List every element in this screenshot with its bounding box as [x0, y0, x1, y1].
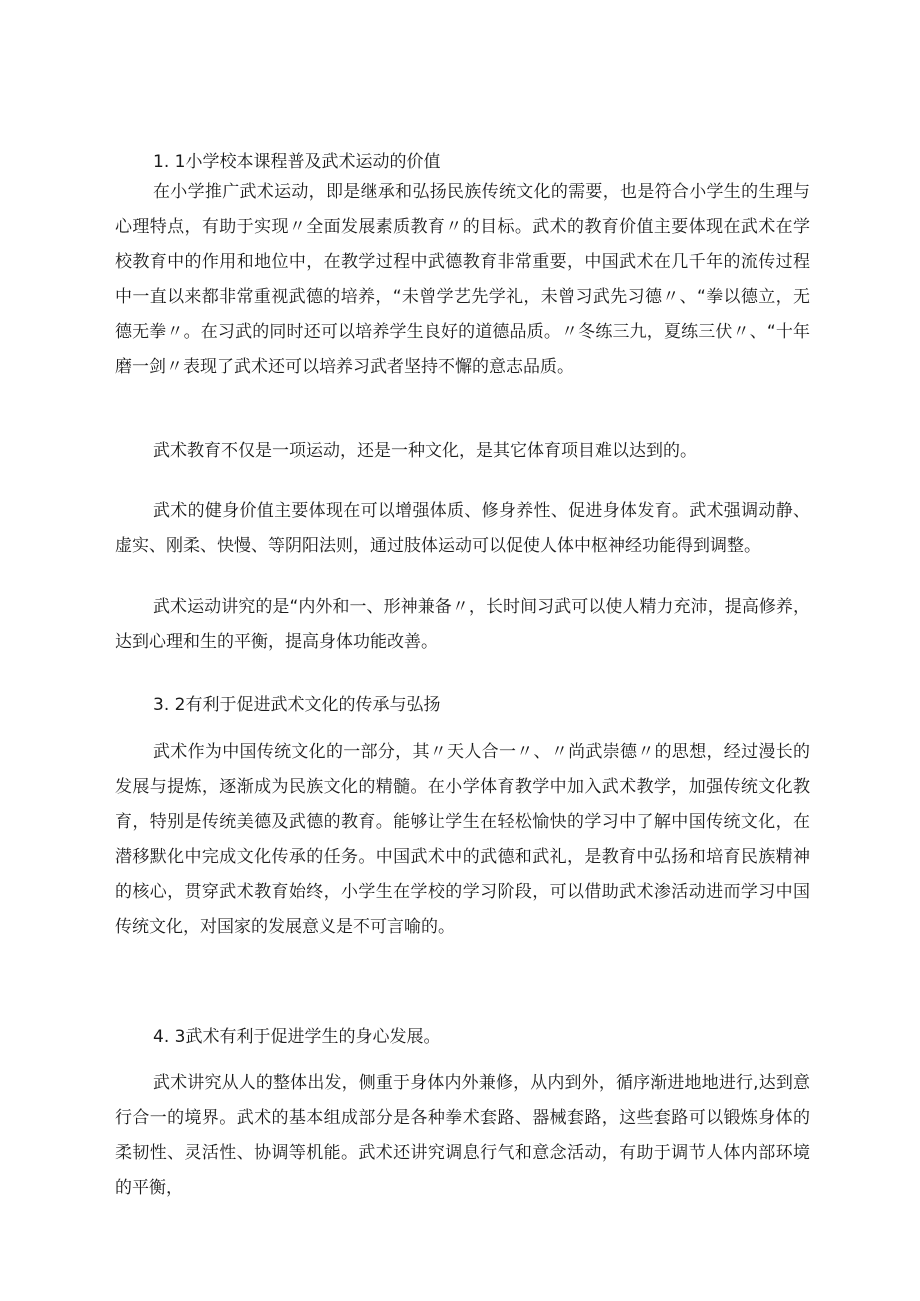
- paragraph-wushu-balance: 武术运动讲究的是“内外和一、形神兼备〃，长时间习武可以使人精力充沛，提高修养，达到心理和生的平衡，提高身体功能改善。: [115, 597, 810, 652]
- section-heading-1-1: 1. 1小学校本课程普及武术运动的价值: [153, 152, 441, 172]
- section-heading-3-2: 3. 2有利于促进武术文化的传承与弘扬: [153, 695, 441, 715]
- section-heading-4-3: 4. 3武术有利于促进学生的身心发展。: [153, 1027, 441, 1047]
- paragraph-wushu-education-value: 在小学推广武术运动，即是继承和弘扬民族传统文化的需要，也是符合小学生的生理与心理特点，有助于实现〃全面发展素质教育〃的目标。武术的教育价值主要体现在武术在学校教育中的作用和地位中，在教学过程中武德教育非常重要，中国武术在几千年的流传过程中一直以来都非常重视武德的培养，“未曾学艺先学礼，未曾习武先习德〃、“拳以德立，无德无拳〃。在习武的同时还可以培养学生良好的道德品质。〃冬练三九，夏练三伏〃、“十年磨一剑〃表现了武术还可以培养习武者坚持不懈的意志品质。: [115, 182, 810, 377]
- paragraph-wushu-culture: 武术教育不仅是一项运动，还是一种文化，是其它体育项目难以达到的。: [153, 441, 697, 461]
- paragraph-cultural-heritage: 武术作为中国传统文化的一部分，其〃天人合一〃、〃尚武崇德〃的思想，经过漫长的发展与提炼，逐渐成为民族文化的精髓。在小学体育教学中加入武术教学，加强传统文化教育，特别是传统美德及武德的教育。能够让学生在轻松愉快的学习中了解中国传统文化，在潜移默化中完成文化传承的任务。中国武术中的武德和武礼，是教育中弘扬和培育民族精神的核心，贯穿武术教育始终，小学生在学校的学习阶段，可以借助武术渗活动进而学习中国传统文化，对国家的发展意义是不可言喻的。: [115, 742, 810, 937]
- paragraph-wushu-fitness-value: 武术的健身价值主要体现在可以增强体质、修身养性、促进身体发育。武术强调动静、虚实、刚柔、快慢、等阴阳法则，通过肢体运动可以促使人体中枢神经功能得到调整。: [115, 501, 810, 556]
- paragraph-body-mind-development: 武术讲究从人的整体出发，侧重于身体内外兼修，从内到外，循序渐进地地进行,达到意行合一的境界。武术的基本组成部分是各种拳术套路、器械套路，这些套路可以锻炼身体的柔韧性、灵活性、协调等机能。武术还讲究调息行气和意念活动，有助于调节人体内部环境的平衡，: [115, 1073, 810, 1198]
